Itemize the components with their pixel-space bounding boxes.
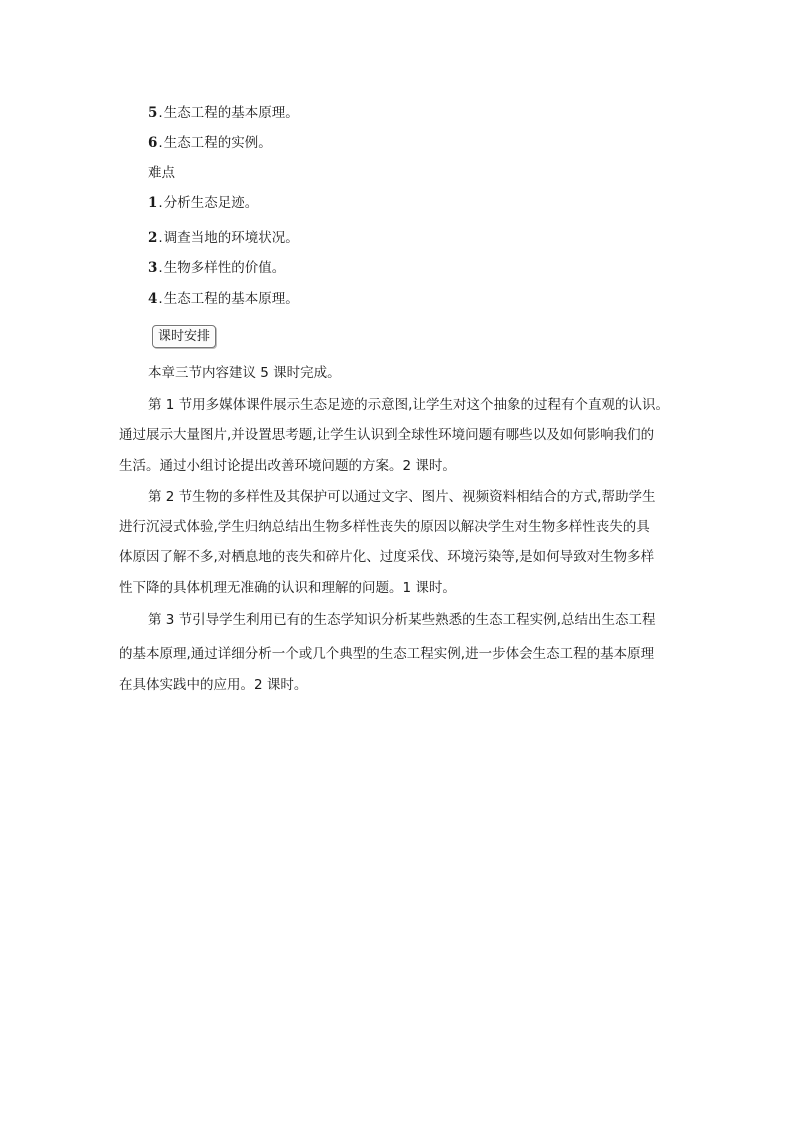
paragraph-line: 在具体实践中的应用。2 课时。	[119, 677, 308, 693]
difficulty-heading: 难点	[148, 165, 175, 181]
item-text: 生态工程的基本原理。	[163, 291, 299, 307]
paragraph-line: 生活。通过小组讨论提出改善环境问题的方案。2 课时。	[119, 458, 456, 474]
schedule-badge: 课时安排	[152, 325, 216, 348]
item-separator: .	[158, 105, 163, 121]
item-separator: .	[158, 291, 163, 307]
item-text: 生态工程的实例。	[163, 135, 272, 151]
item-number: 6	[148, 135, 158, 151]
key-point-item	[148, 134, 272, 152]
difficulty-item	[148, 259, 285, 277]
item-number: 5	[148, 105, 158, 121]
key-point-item	[148, 104, 299, 122]
paragraph-line: 体原因了解不多,对栖息地的丧失和碎片化、过度采伐、环境污染等,是如何导致对生物多样	[119, 549, 655, 565]
item-separator: .	[158, 260, 163, 276]
paragraph-line: 进行沉浸式体验,学生归纳总结出生物多样性丧失的原因以解决学生对生物多样性丧失的具	[119, 519, 650, 535]
item-number: 3	[148, 260, 158, 276]
item-text: 生物多样性的价值。	[163, 260, 286, 276]
item-number: 4	[148, 291, 158, 307]
item-separator: .	[158, 195, 163, 211]
item-text: 分析生态足迹。	[163, 195, 259, 211]
item-separator: .	[158, 230, 163, 246]
paragraph-line: 第 1 节用多媒体课件展示生态足迹的示意图,让学生对这个抽象的过程有个直观的认识。	[148, 397, 669, 413]
difficulty-item	[148, 229, 299, 247]
paragraph-line: 通过展示大量图片,并设置思考题,让学生认识到全球性环境问题有哪些以及如何影响我们的	[119, 427, 655, 443]
item-text: 生态工程的基本原理。	[163, 105, 299, 121]
paragraph-line: 性下降的具体机理无准确的认识和理解的问题。1 课时。	[119, 580, 456, 596]
schedule-intro: 本章三节内容建议 5 课时完成。	[148, 365, 341, 381]
item-separator: .	[158, 135, 163, 151]
paragraph-line: 第 2 节生物的多样性及其保护可以通过文字、图片、视频资料相结合的方式,帮助学生	[148, 489, 656, 505]
item-number: 2	[148, 230, 158, 246]
paragraph-line: 第 3 节引导学生利用已有的生态学知识分析某些熟悉的生态工程实例,总结出生态工程	[148, 612, 656, 628]
item-text: 调查当地的环境状况。	[163, 230, 299, 246]
difficulty-item	[148, 290, 299, 308]
paragraph-line: 的基本原理,通过详细分析一个或几个典型的生态工程实例,进一步体会生态工程的基本原理	[119, 646, 655, 662]
item-number: 1	[148, 195, 158, 211]
difficulty-item	[148, 194, 258, 212]
